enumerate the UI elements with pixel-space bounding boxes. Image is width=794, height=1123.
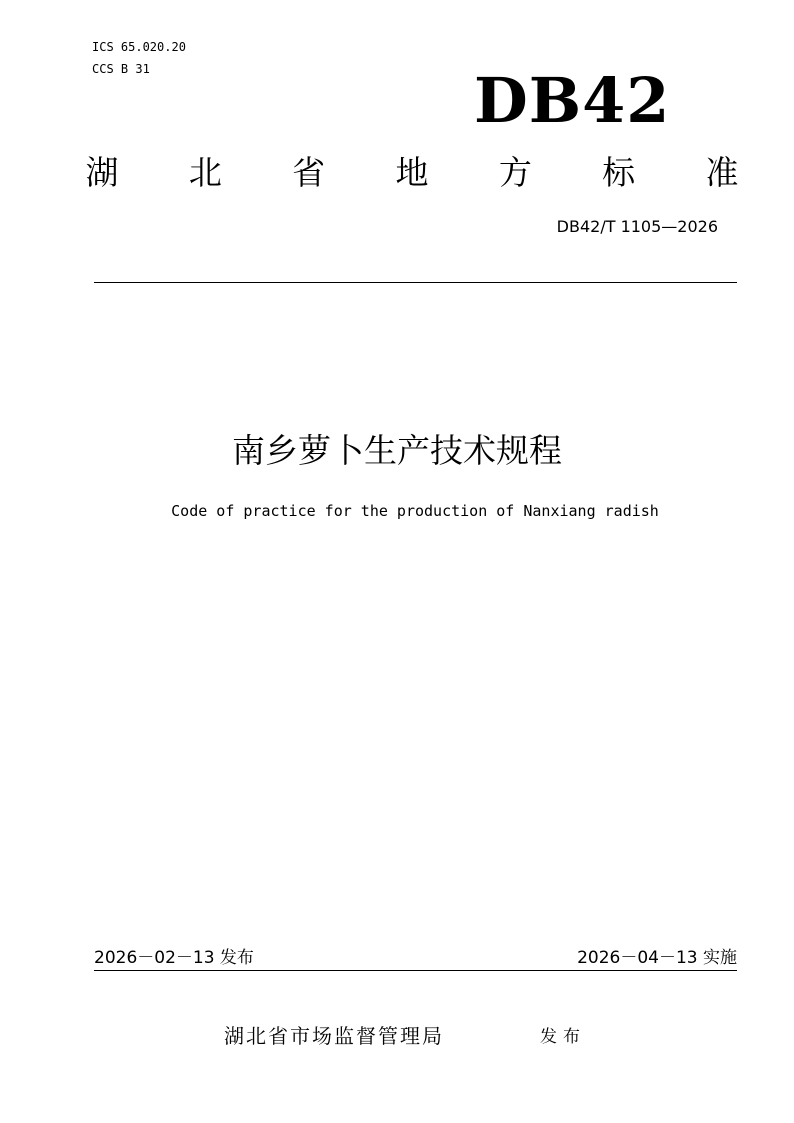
publish-date: 2026－02－13 发布 xyxy=(94,948,254,968)
issuing-authority: 湖北省市场监督管理局 xyxy=(224,1024,444,1048)
issue-label: 发布 xyxy=(540,1027,586,1047)
document-title-english: Code of practice for the production of Nanxiang radish xyxy=(171,502,659,520)
top-divider xyxy=(94,282,737,283)
standard-number: DB42/T 1105—2026 xyxy=(556,217,718,236)
title-char: 标 xyxy=(602,153,636,192)
title-char: 省 xyxy=(292,153,326,192)
implement-date: 2026－04－13 实施 xyxy=(577,948,737,968)
bottom-divider xyxy=(94,970,737,971)
title-char: 地 xyxy=(395,153,429,192)
title-char: 北 xyxy=(188,153,222,192)
standard-category-title xyxy=(82,150,742,196)
ics-code: ICS 65.020.20 xyxy=(92,40,186,54)
document-title: 南乡萝卜生产技术规程 xyxy=(232,431,562,470)
db42-logo: DB42 xyxy=(474,64,671,137)
title-char: 准 xyxy=(705,153,739,192)
title-char: 湖 xyxy=(85,153,119,192)
ccs-code: CCS B 31 xyxy=(92,62,150,76)
title-char: 方 xyxy=(498,153,532,192)
